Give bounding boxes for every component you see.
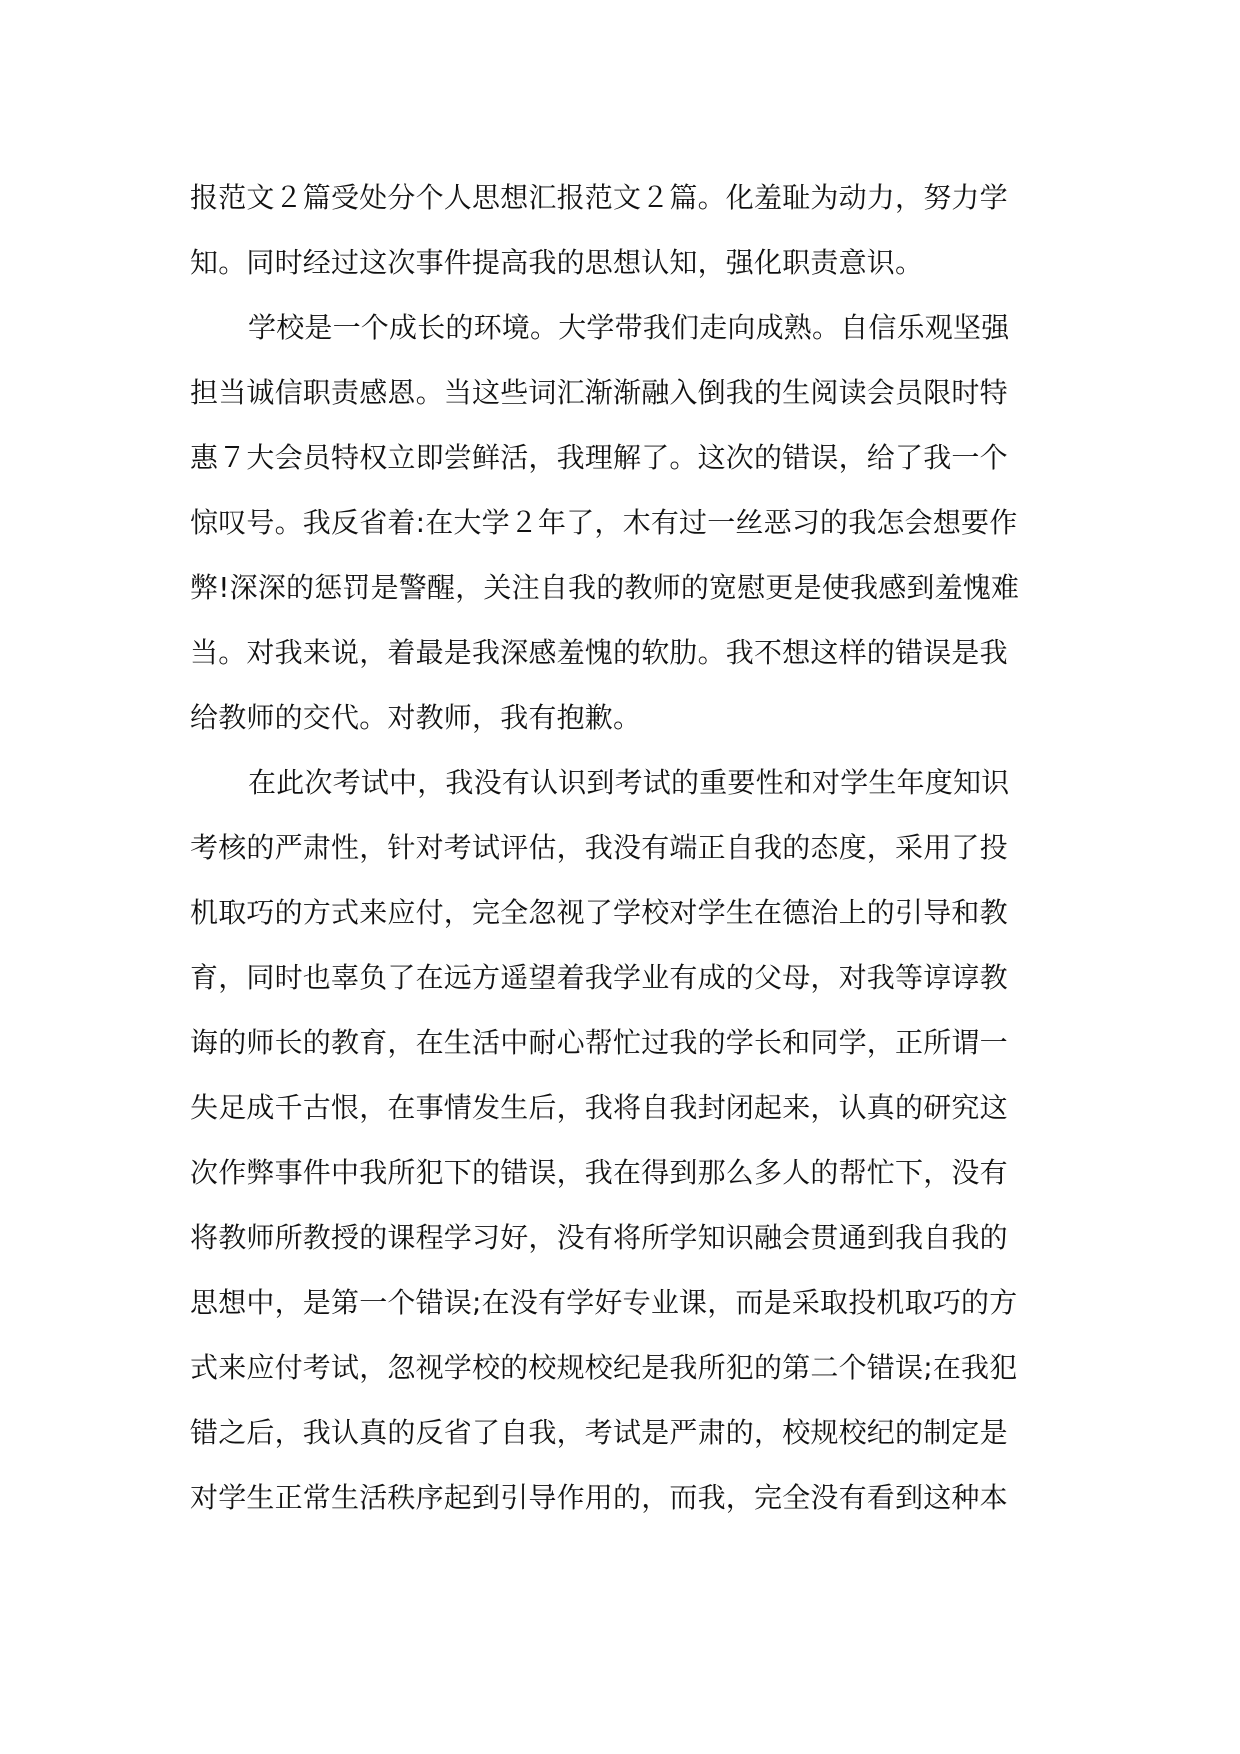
paragraph-1 (190, 165, 1050, 295)
text-line: 育，同时也辜负了在远方遥望着我学业有成的父母，对我等谆谆教 (190, 961, 1008, 994)
text-line: 学校是一个成长的环境。大学带我们走向成熟。自信乐观坚强 (248, 311, 1010, 344)
text-line: 弊!深深的惩罚是警醒，关注自我的教师的宽慰更是使我感到羞愧难 (190, 571, 1020, 604)
text-line: 式来应付考试，忽视学校的校规校纪是我所犯的第二个错误;在我犯 (190, 1351, 1018, 1384)
text-line: 报范文２篇受处分个人思想汇报范文２篇。化羞耻为动力，努力学 (190, 181, 1008, 214)
text-line: 思想中，是第一个错误;在没有学好专业课，而是采取投机取巧的方 (190, 1286, 1018, 1319)
text-line: 惊叹号。我反省着:在大学２年了，木有过一丝恶习的我怎会想要作 (190, 506, 1018, 539)
text-line: 次作弊事件中我所犯下的错误，我在得到那么多人的帮忙下，没有 (190, 1156, 1008, 1189)
text-line: 将教师所教授的课程学习好，没有将所学知识融会贯通到我自我的 (190, 1221, 1008, 1254)
paragraph-3 (190, 750, 1050, 1530)
text-line: 惠７大会员特权立即尝鲜活，我理解了。这次的错误，给了我一个 (190, 441, 1008, 474)
text-line: 给教师的交代。对教师，我有抱歉。 (190, 701, 642, 734)
text-line: 对学生正常生活秩序起到引导作用的，而我，完全没有看到这种本 (190, 1481, 1008, 1514)
text-line: 知。同时经过这次事件提高我的思想认知，强化职责意识。 (190, 246, 924, 279)
document-body (190, 165, 1050, 1530)
text-line: 机取巧的方式来应付，完全忽视了学校对学生在德治上的引导和教 (190, 896, 1008, 929)
text-line: 当。对我来说，着最是我深感羞愧的软肋。我不想这样的错误是我 (190, 636, 1008, 669)
text-line: 诲的师长的教育，在生活中耐心帮忙过我的学长和同学，正所谓一 (190, 1026, 1008, 1059)
text-line: 考核的严肃性，针对考试评估，我没有端正自我的态度，采用了投 (190, 831, 1008, 864)
text-line: 担当诚信职责感恩。当这些词汇渐渐融入倒我的生阅读会员限时特 (190, 376, 1008, 409)
text-line: 在此次考试中，我没有认识到考试的重要性和对学生年度知识 (248, 766, 1010, 799)
text-line: 错之后，我认真的反省了自我，考试是严肃的，校规校纪的制定是 (190, 1416, 1008, 1449)
paragraph-2 (190, 295, 1050, 750)
text-line: 失足成千古恨，在事情发生后，我将自我封闭起来，认真的研究这 (190, 1091, 1008, 1124)
